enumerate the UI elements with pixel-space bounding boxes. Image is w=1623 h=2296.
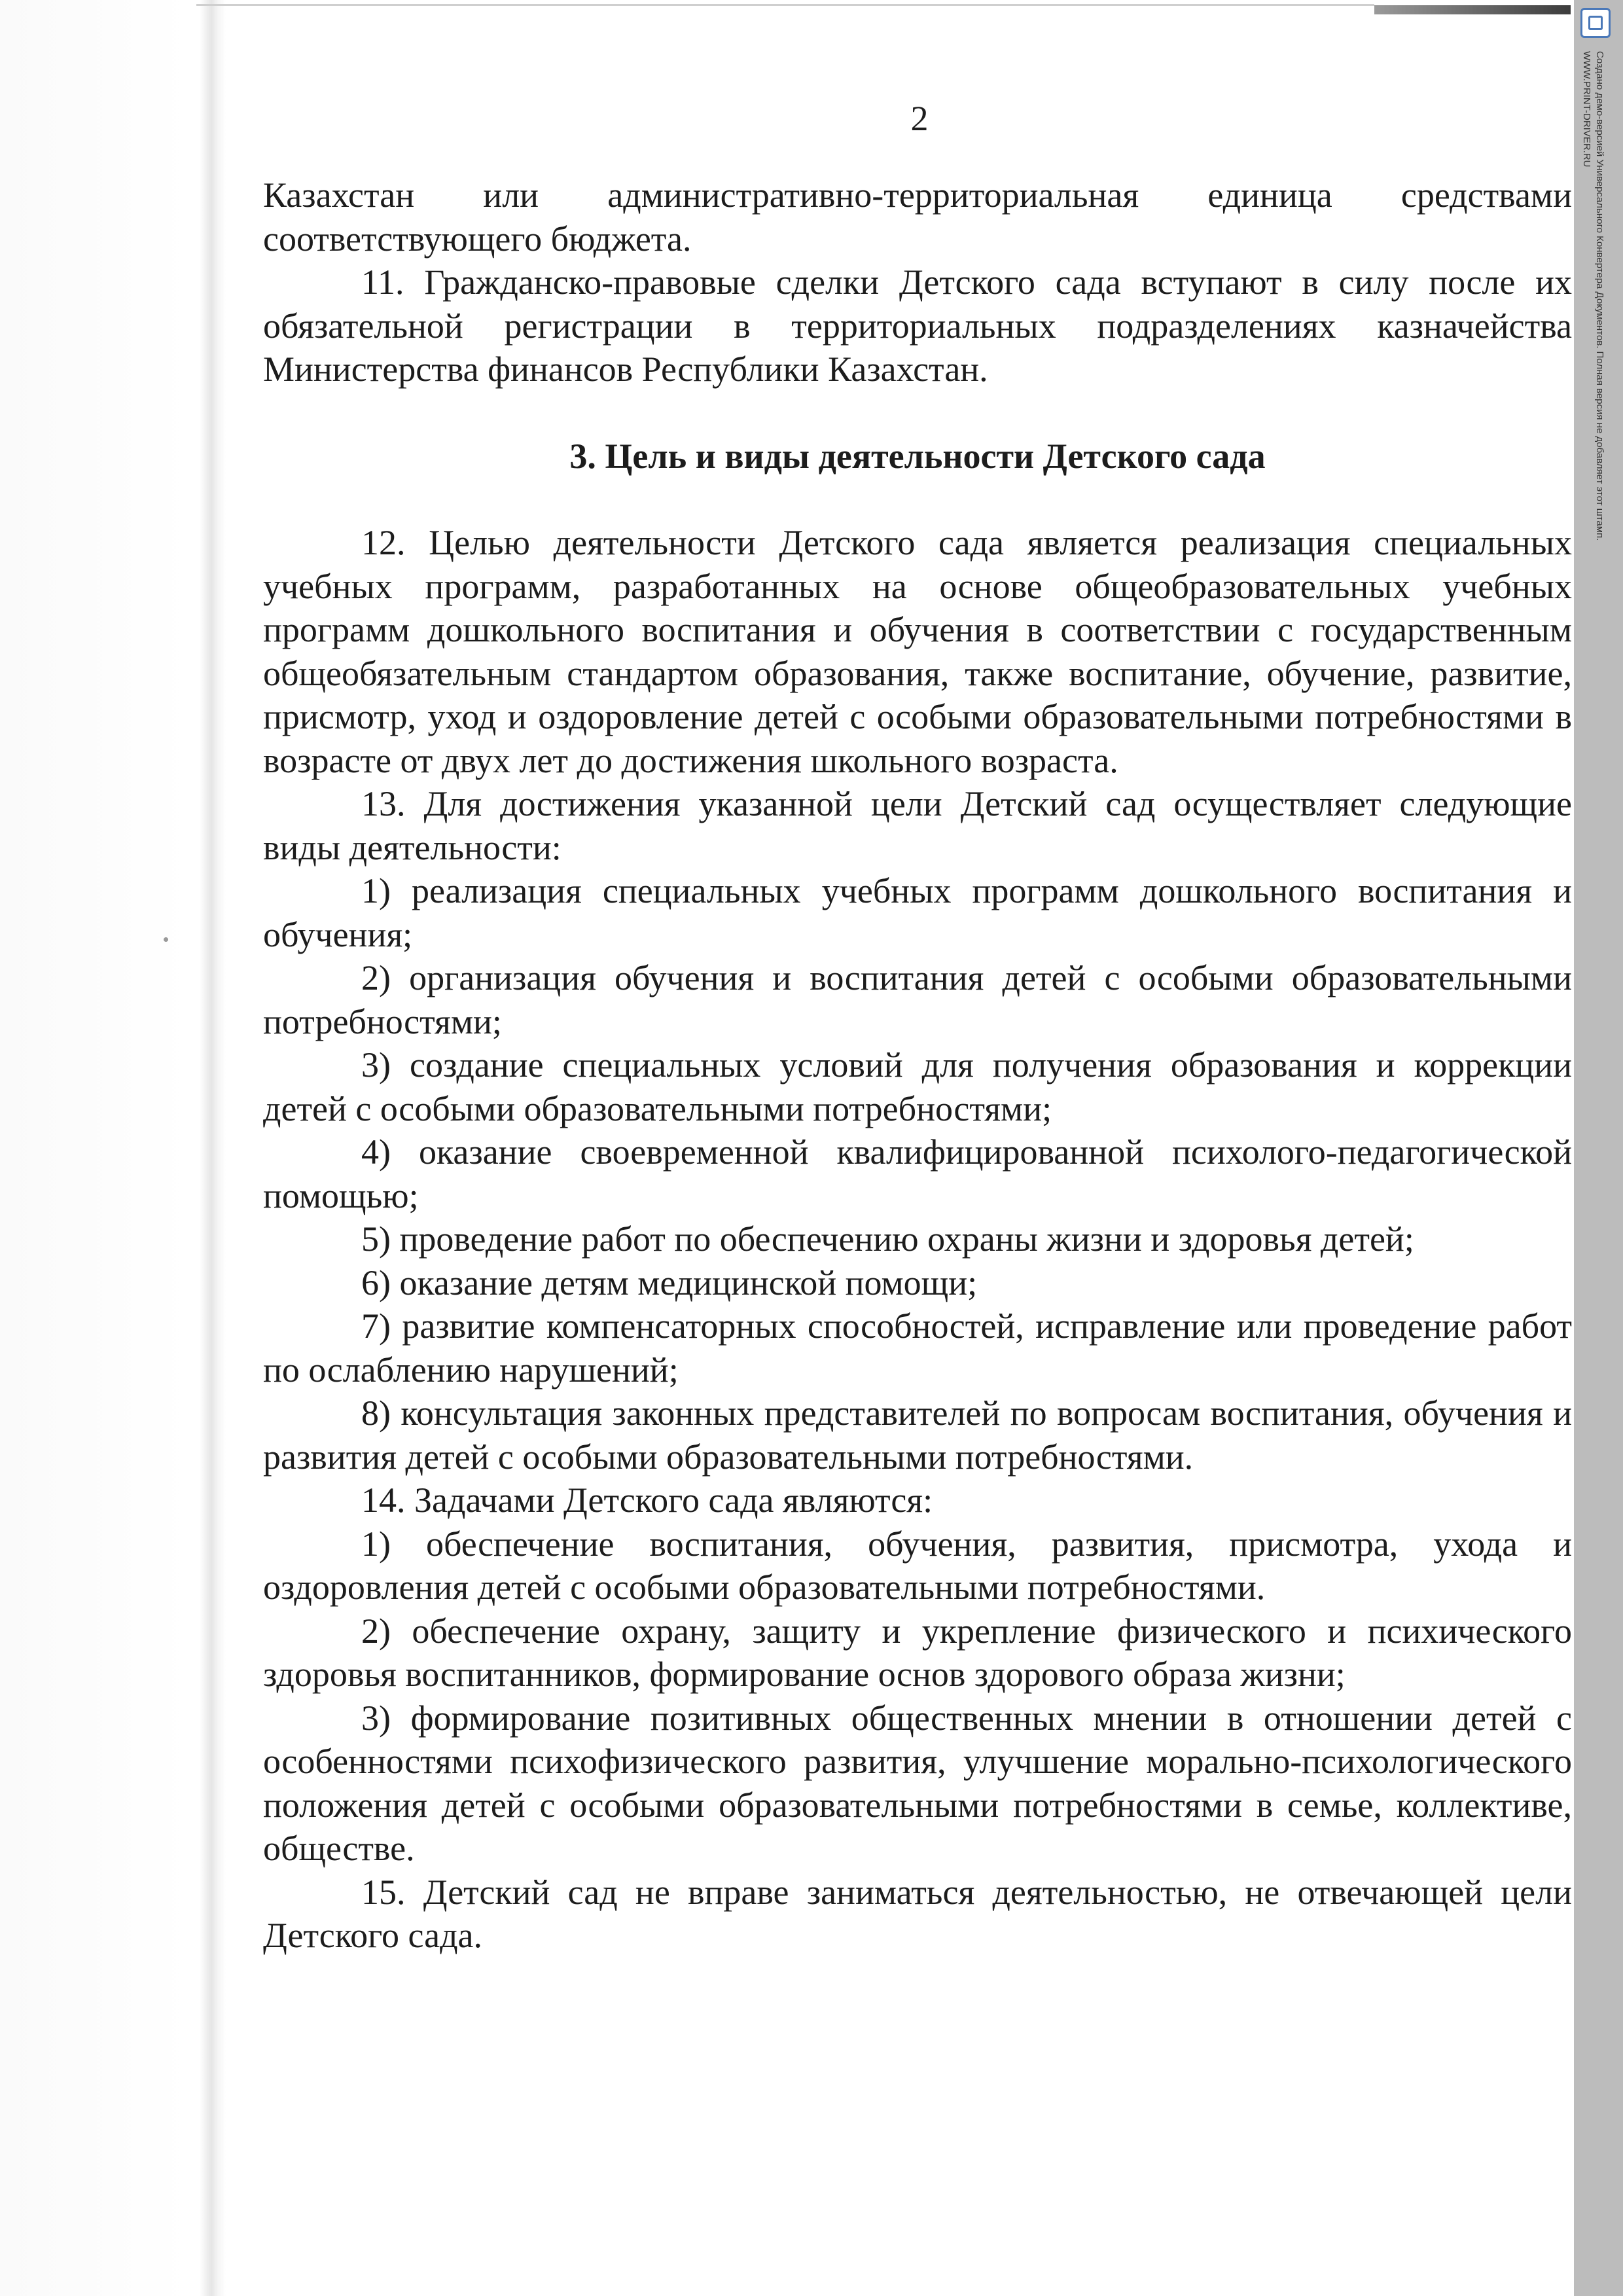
- page-number: 2: [910, 99, 929, 138]
- section-heading: 3. Цель и виды деятельности Детского сада: [569, 436, 1266, 476]
- list-item-14-1: 1) обеспечение воспитания, обучения, развития, присмотра, ухода и оздоровления детей с особыми образовательными потребностями.: [263, 1524, 1572, 1607]
- list-item-13-7: 7) развитие компенсаторных способностей, исправление или проведение работ по ослаблению нарушений;: [263, 1306, 1572, 1390]
- paragraph-14: 14. Задачами Детского сада являются:: [361, 1480, 933, 1520]
- list-item-13-5: 5) проведение работ по обеспечению охраны жизни и здоровья детей;: [361, 1219, 1414, 1259]
- paragraph-13: 13. Для достижения указанной цели Детский сад осуществляет следующие виды деятельности:: [263, 784, 1572, 867]
- paragraph-11: 11. Гражданско-правовые сделки Детского сада вступают в силу после их обязательной регистрации в территориальных подразделениях казначейства Министерства финансов Республики Казахстан.: [263, 262, 1572, 389]
- scan-top-dark-edge: [1374, 5, 1571, 14]
- watermark-text: [1580, 51, 1606, 541]
- list-item-13-6: 6) оказание детям медицинской помощи;: [361, 1263, 978, 1302]
- scan-top-edge: [196, 4, 1374, 6]
- list-item-14-2: 2) обеспечение охрану, защиту и укрепление физического и психического здоровья воспитанников, формирование основ здорового образа жизни;: [263, 1611, 1572, 1694]
- watermark-line-2: WWW.PRINT-DRIVER.RU: [1581, 51, 1592, 168]
- list-item-13-4: 4) оказание своевременной квалифицированной психолого-педагогической помощью;: [263, 1132, 1572, 1215]
- paragraph-continuation: Казахстан или административно-территориальная единица средствами соответствующего бюджета.: [263, 175, 1572, 259]
- list-item-13-2: 2) организация обучения и воспитания детей с особыми образовательными потребностями;: [263, 958, 1572, 1041]
- demo-watermark-strip: [1574, 0, 1623, 2296]
- watermark-line-1: Создано демо-версией Универсального Конвертера Документов. Полная версия не добавляет этот штамп.: [1594, 51, 1605, 541]
- scan-binding-shadow: [200, 0, 226, 2296]
- list-item-14-3: 3) формирование позитивных общественных мнении в отношении детей с особенностями психофизического развития, улучшение морально-психологического положения детей с особыми образовательными потребностями в семье, коллективе, обществе.: [263, 1698, 1572, 1868]
- list-item-13-8: 8) консультация законных представителей по вопросам воспитания, обучения и развития детей с особыми образовательными потребностями.: [263, 1393, 1572, 1477]
- paragraph-15: 15. Детский сад не вправе заниматься деятельностью, не отвечающей цели Детского сада.: [263, 1872, 1572, 1955]
- list-item-13-1: 1) реализация специальных учебных программ дошкольного воспитания и обучения;: [263, 871, 1572, 954]
- paragraph-12: 12. Целью деятельности Детского сада является реализация специальных учебных программ, разработанных на основе общеобразовательных учебных программ дошкольного воспитания и обучения в соответствии с государственным общеобязательным стандартом образования, также воспитание, обучение, развитие, присмотр, уход и оздоровление детей с особыми образовательными потребностями в возрасте от двух лет до достижения школьного возраста.: [263, 523, 1572, 780]
- document-body: [263, 173, 1572, 1958]
- print-driver-logo-icon: [1580, 8, 1611, 38]
- scan-speck: [164, 937, 168, 942]
- list-item-13-3: 3) создание специальных условий для получения образования и коррекции детей с особыми образовательными потребностями;: [263, 1045, 1572, 1128]
